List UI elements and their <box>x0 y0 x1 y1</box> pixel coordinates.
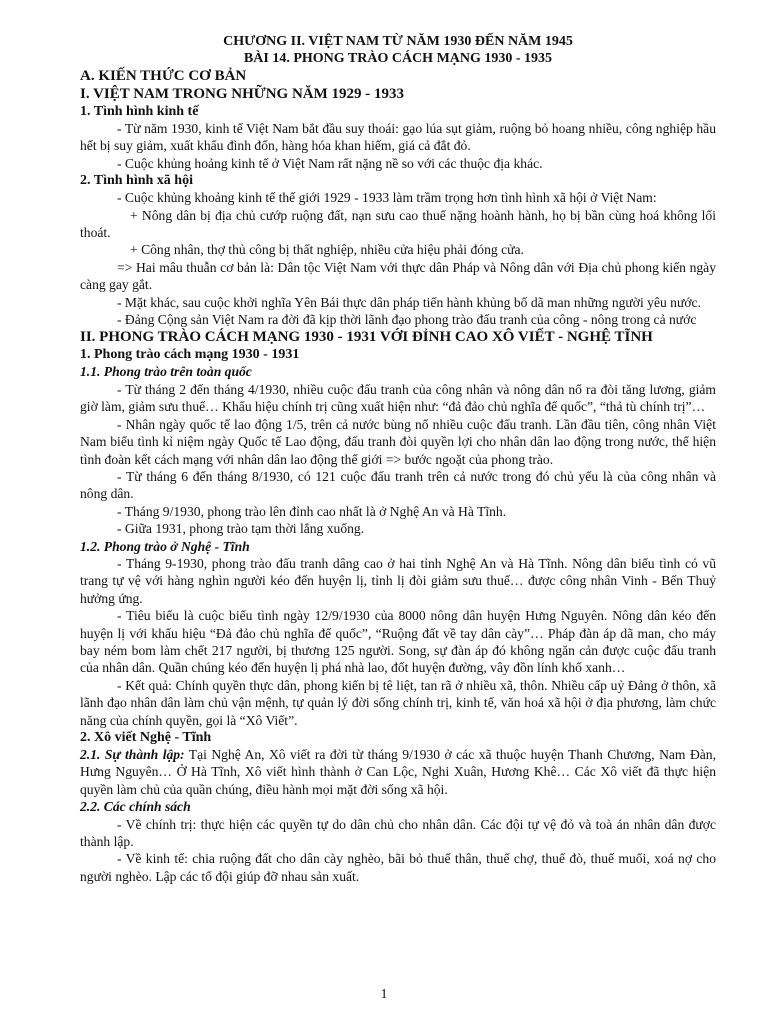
movement-paragraph-3: - Từ tháng 6 đến tháng 8/1930, có 121 cuộc đấu tranh trên cả nước trong đó chủ yếu là của công nhân và nông dân. <box>80 468 716 502</box>
economy-heading: 1. Tình hình kinh tế <box>80 104 199 119</box>
soviet-heading: 2. Xô viết Nghệ - Tĩnh <box>80 730 212 745</box>
society-paragraph-2: + Nông dân bị địa chủ cướp ruộng đất, nạn sưu cao thuế nặng hoành hành, họ bị bần cùng hoá không lối thoát. <box>80 207 716 241</box>
policies-paragraph-2: - Về kinh tế: chia ruộng đất cho dân cày nghèo, bãi bỏ thuế thân, thuế chợ, thuế đò, thuế muối, xoá nợ cho người nghèo. Lập các tổ đội giúp đỡ nhau sản xuất. <box>80 851 716 884</box>
policies-paragraph-1: - Về chính trị: thực hiện các quyền tự do dân chủ cho nhân dân. Các đội tự vệ đỏ và toà án nhân dân được thành lập. <box>80 816 716 850</box>
movement-paragraph-2: - Nhân ngày quốc tế lao động 1/5, trên cả nước bùng nổ nhiều cuộc đấu tranh. Lần đầu tiên, công nhân Việt Nam biểu tình kỉ niệm ngày Quốc tế Lao động, đấu tranh đòi quyền lợi cho nhân dân lao động trong nước, thể hiện tình đoàn kết cách mạng với nhân dân lao động thế giới => bước ngoặt của phong trào. <box>80 416 716 467</box>
soviet-formation-text: Tại Nghệ An, Xô viết ra đời từ tháng 9/1930 ở các xã thuộc huyện Thanh Chương, Nam Đàn, Hưng Nguyên… Ở Hà Tĩnh, Xô viết hình thành ở Can Lộc, Nghi Xuân, Hương Khê… Các Xô viết đã thực hiện quyền làm chủ của quần chúng, điều hành mọi mặt đời sống xã hội. <box>80 747 716 797</box>
society-paragraph-1: - Cuộc khủng khoảng kinh tế thế giới 1929 - 1933 làm trầm trọng hơn tình hình xã hội ở Việt Nam: <box>117 190 657 206</box>
section-i-heading: I. VIỆT NAM TRONG NHỮNG NĂM 1929 - 1933 <box>80 86 405 102</box>
movement-paragraph-4: - Tháng 9/1930, phong trào lên đỉnh cao nhất là ở Nghệ An và Hà Tĩnh. <box>117 503 507 519</box>
chapter-title: CHƯƠNG II. VIỆT NAM TỪ NĂM 1930 ĐẾN NĂM 1945 <box>223 34 573 49</box>
movement-paragraph-6: - Tháng 9-1930, phong trào đấu tranh dâng cao ở hai tỉnh Nghệ An và Hà Tĩnh. Nông dân biểu tình có vũ trang tự vệ với hàng nghìn người kéo đến huyện lị, tỉnh lị đòi giảm sưu thuế… được công nhân Vinh - Bến Thuỷ hưởng ứng. <box>80 555 716 606</box>
soviet-formation-label: 2.1. Sự thành lập: <box>80 747 185 762</box>
movement-paragraph-5: - Giữa 1931, phong trào tạm thời lắng xuống. <box>117 521 365 537</box>
lesson-title: BÀI 14. PHONG TRÀO CÁCH MẠNG 1930 - 1935 <box>243 51 553 66</box>
soviet-formation-paragraph <box>80 746 716 798</box>
nationwide-subheading: 1.1. Phong trào trên toàn quốc <box>80 364 252 380</box>
section-ii-heading: II. PHONG TRÀO CÁCH MẠNG 1930 - 1931 VỚI ĐỈNH CAO XÔ VIẾT - NGHỆ TĨNH <box>80 329 653 346</box>
society-paragraph-6: - Đảng Cộng sản Việt Nam ra đời đã kịp thời lãnh đạo phong trào đấu tranh của công - nông trong cả nước <box>117 312 697 328</box>
economy-paragraph-1: - Từ năm 1930, kinh tế Việt Nam bắt đầu suy thoái: gạo lúa sụt giảm, ruộng bỏ hoang nhiều, công nghiệp hầu hết bị suy giảm, xuất khẩu đình đốn, hàng hóa khan hiếm, giá cả đắt đỏ. <box>80 121 716 154</box>
movement-paragraph-1: - Từ tháng 2 đến tháng 4/1930, nhiều cuộc đấu tranh của công nhân và nông dân nổ ra đòi tăng lương, giảm giờ làm, giảm sưu thuế… Khẩu hiệu chính trị cũng xuất hiện như: “đả đảo chủ nghĩa đế quốc”, “thả tù chính trị”… <box>80 381 716 415</box>
nghe-tinh-subheading: 1.2. Phong trào ở Nghệ - Tĩnh <box>80 538 250 554</box>
document-body <box>80 33 716 885</box>
society-paragraph-4: => Hai mâu thuẫn cơ bản là: Dân tộc Việt Nam với thực dân Pháp và Nông dân với Địa chủ phong kiến ngày càng gay gắt. <box>80 259 716 293</box>
page-number: 1 <box>380 987 388 1002</box>
movement-paragraph-7: - Tiêu biểu là cuộc biểu tình ngày 12/9/1930 của 8000 nông dân huyện Hưng Nguyên. Nông dân kéo đến huyện lị với khẩu hiệu “Đả đảo chủ nghĩa đế quốc”, “Ruộng đất về tay dân cày”… Pháp đàn áp dã man, cho máy bay ném bom làm chết 217 người, bị thương 125 người. Song, sự đàn áp đó không ngăn cản được cuộc đấu tranh của nhân dân. Quần chúng kéo đến huyện lị phá nhà lao, đốt huyện đường, vây đồn lính khố xanh… <box>80 608 716 676</box>
society-heading: 2. Tình hình xã hội <box>80 173 193 189</box>
economy-paragraph-2: - Cuộc khủng hoảng kinh tế ở Việt Nam rất nặng nề so với các thuộc địa khác. <box>117 155 543 171</box>
movement-heading: 1. Phong trào cách mạng 1930 - 1931 <box>80 347 300 363</box>
policies-subheading: 2.2. Các chính sách <box>80 799 191 815</box>
movement-paragraph-8: - Kết quả: Chính quyền thực dân, phong kiến bị tê liệt, tan rã ở nhiều xã, thôn. Nhiều cấp uỷ Đảng ở thôn, xã lãnh đạo nhân dân làm chủ vận mệnh, tự quản lý đời sống chính trị, kinh tế, văn hoá xã hội ở địa phương, làm chức năng của chính quyền, gọi là “Xô Viết”. <box>80 677 716 728</box>
society-paragraph-5: - Mặt khác, sau cuộc khởi nghĩa Yên Bái thực dân pháp tiến hành khủng bố dã man những người yêu nước. <box>117 294 701 310</box>
section-a-heading: A. KIẾN THỨC CƠ BẢN <box>80 68 247 84</box>
society-paragraph-3: + Công nhân, thợ thủ công bị thất nghiệp, nhiều cửa hiệu phải đóng cửa. <box>130 242 524 258</box>
